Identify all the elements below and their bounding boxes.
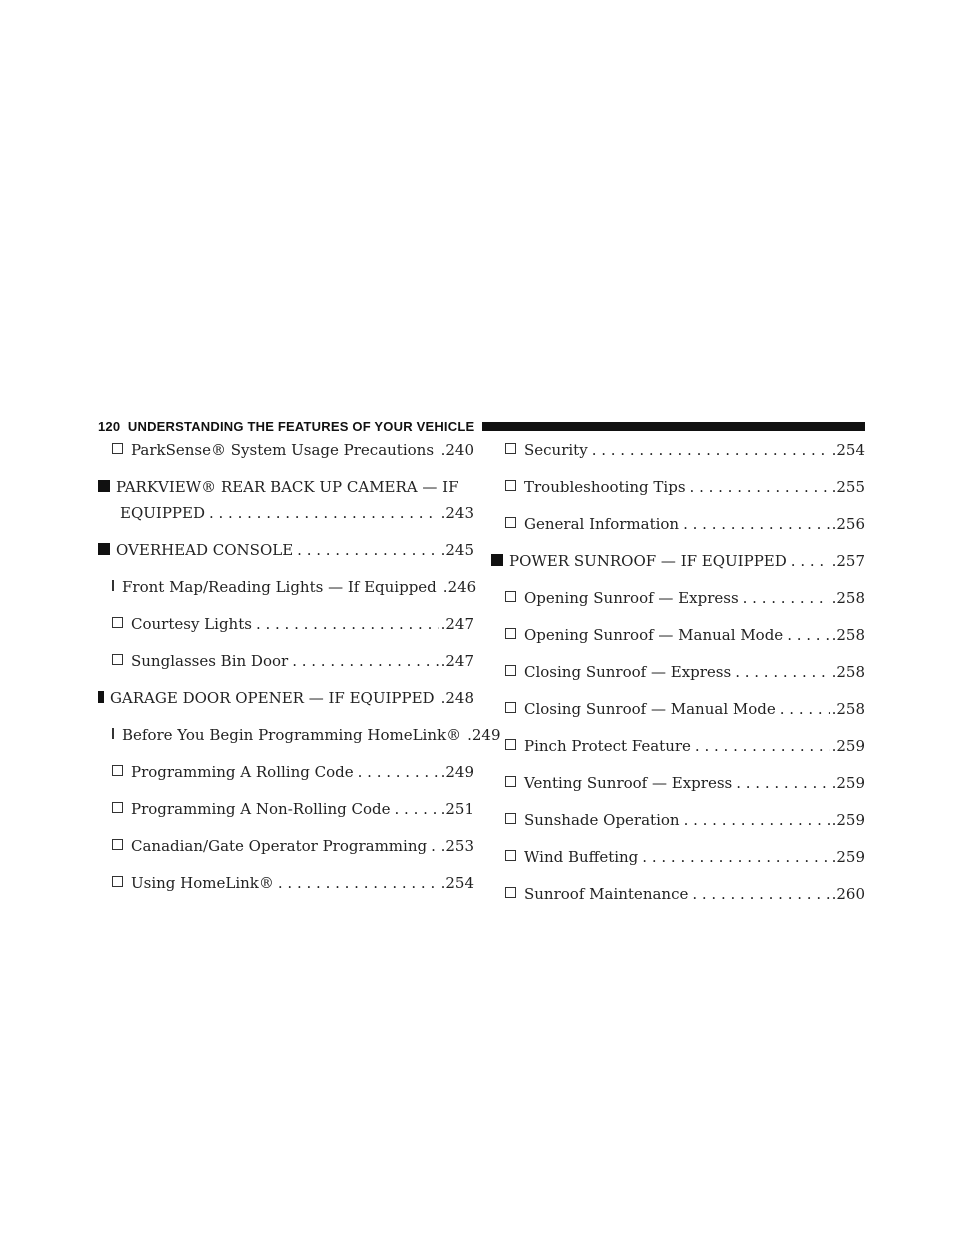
header-rule: [482, 422, 865, 431]
toc-entry[interactable]: POWER SUNROOF — IF EQUIPPED . . . .257: [491, 548, 865, 574]
toc-entry[interactable]: Canadian/Gate Operator Programming . . . .253: [98, 833, 474, 859]
square-outline-icon: [112, 728, 114, 739]
toc-entry[interactable]: Pinch Protect Feature . . . .259: [491, 733, 865, 759]
square-filled-icon: [98, 691, 104, 703]
toc-entry[interactable]: Before You Begin Programming HomeLink® . . . .249: [98, 722, 474, 748]
square-outline-icon: [112, 443, 123, 454]
square-outline-icon: [505, 480, 516, 491]
square-filled-icon: [491, 554, 503, 566]
toc-entry[interactable]: Sunglasses Bin Door . . . .247: [98, 648, 474, 674]
toc-entry[interactable]: Programming A Non-Rolling Code . . . .251: [98, 796, 474, 822]
toc-entry[interactable]: GARAGE DOOR OPENER — IF EQUIPPED . . . .248: [98, 685, 474, 711]
page-number: 120: [98, 418, 121, 434]
toc-entry[interactable]: PARKVIEW® REAR BACK UP CAMERA — IF EQUIPPED . . . .243: [98, 474, 474, 526]
toc-entry[interactable]: Security . . . .254: [491, 437, 865, 463]
square-outline-icon: [112, 765, 123, 776]
toc-left-column: [98, 437, 501, 896]
square-outline-icon: [505, 628, 516, 639]
square-outline-icon: [112, 839, 123, 850]
square-outline-icon: [112, 580, 114, 591]
square-outline-icon: [112, 876, 123, 887]
toc-entry[interactable]: Using HomeLink® . . . .254: [98, 870, 474, 896]
square-outline-icon: [505, 813, 516, 824]
page-title: UNDERSTANDING THE FEATURES OF YOUR VEHICLE: [127, 418, 475, 434]
square-outline-icon: [505, 739, 516, 750]
toc-entry[interactable]: Courtesy Lights . . . .247: [98, 611, 474, 637]
square-outline-icon: [505, 702, 516, 713]
toc-entry[interactable]: Programming A Rolling Code . . . .249: [98, 759, 474, 785]
square-outline-icon: [112, 617, 123, 628]
square-outline-icon: [505, 517, 516, 528]
toc-entry[interactable]: Closing Sunroof — Express . . . .258: [491, 659, 865, 685]
toc-entry[interactable]: Front Map/Reading Lights — If Equipped . . . .246: [98, 574, 474, 600]
square-outline-icon: [505, 665, 516, 676]
square-outline-icon: [112, 802, 123, 813]
toc-entry[interactable]: Troubleshooting Tips . . . .255: [491, 474, 865, 500]
square-filled-icon: [98, 543, 110, 555]
toc-entry[interactable]: Sunshade Operation . . . .259: [491, 807, 865, 833]
square-outline-icon: [505, 591, 516, 602]
square-outline-icon: [505, 776, 516, 787]
running-header: [98, 417, 865, 435]
square-outline-icon: [505, 850, 516, 861]
toc-entry[interactable]: Sunroof Maintenance . . . .260: [491, 881, 865, 907]
toc-entry[interactable]: Opening Sunroof — Manual Mode . . . .258: [491, 622, 865, 648]
square-outline-icon: [505, 443, 516, 454]
toc-entry[interactable]: Venting Sunroof — Express . . . .259: [491, 770, 865, 796]
toc-entry[interactable]: General Information . . . .256: [491, 511, 865, 537]
toc-entry[interactable]: Closing Sunroof — Manual Mode . . . .258: [491, 696, 865, 722]
toc-entry[interactable]: Wind Buffeting . . . .259: [491, 844, 865, 870]
toc-entry[interactable]: ParkSense® System Usage Precautions . . . .240: [98, 437, 474, 463]
toc-right-column: [491, 437, 865, 907]
square-outline-icon: [112, 654, 123, 665]
header-text: [98, 419, 482, 434]
toc-entry[interactable]: Opening Sunroof — Express . . . .258: [491, 585, 865, 611]
square-filled-icon: [98, 480, 110, 492]
toc-entry[interactable]: OVERHEAD CONSOLE . . . .245: [98, 537, 474, 563]
square-outline-icon: [505, 887, 516, 898]
